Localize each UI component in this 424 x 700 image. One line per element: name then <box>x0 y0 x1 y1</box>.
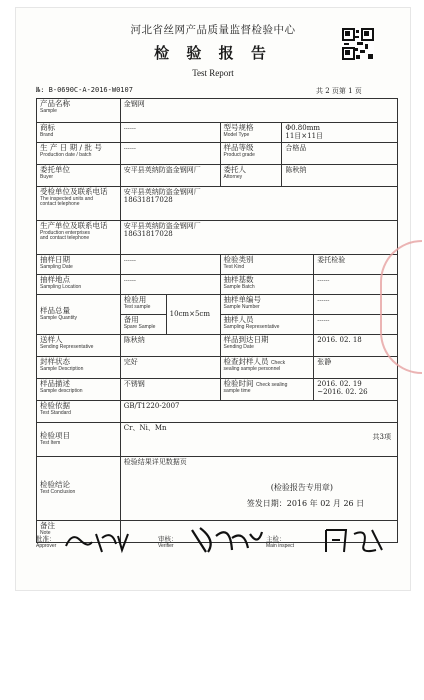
test-standard-value: GB/T1220-2007 <box>120 401 397 423</box>
test-time-value: 2016. 02. 19 ~2016. 02. 26 <box>314 379 398 401</box>
sample-batch-label: 抽样基数 Sample Batch <box>220 275 314 295</box>
sampling-rep-label: 抽样人员 Sampling Representative <box>220 315 314 335</box>
sending-rep-value: 陈秋纳 <box>120 335 220 357</box>
sampling-date-value: ------ <box>120 255 220 275</box>
page-counter: 共 2 页第 1 页 <box>316 87 362 95</box>
model-value: Φ0.80mm 11目×11目 <box>282 123 398 143</box>
approver-signature <box>62 526 132 556</box>
production-unit-label: 生产单位及联系电话 Production enterprises and contact telephone <box>37 221 121 255</box>
product-name-label: 产品名称 Sample <box>37 99 121 123</box>
test-item-count: 共3项 <box>372 433 391 441</box>
test-kind-value: 委托检验 <box>314 255 398 275</box>
approver-label: 批准： Approver <box>36 535 57 549</box>
report-subtitle: Test Report <box>192 68 234 78</box>
inspected-unit-label: 受检单位及联系电话 The inspected units and contact telephone <box>37 187 121 221</box>
grade-label: 样品等级 Product grade <box>220 143 282 165</box>
red-seal-stamp <box>380 240 422 374</box>
sealer-label: 检查封样人员 Check sealing sample personnel <box>220 357 314 379</box>
inspected-unit-value: 安平县英纳防盗金钢网厂 18631817028 <box>120 187 397 221</box>
remarks-label: 备注 Note <box>37 521 121 543</box>
sample-number-value: ------ <box>314 295 398 315</box>
test-item-value: Cr、Ni、Mn 共3项 <box>120 423 397 457</box>
qr-code-icon <box>342 28 374 60</box>
sample-desc-value: 不锈钢 <box>120 379 220 401</box>
sampling-date-label: 抽样日期 Sampling Date <box>37 255 121 275</box>
brand-value: ------ <box>120 123 220 143</box>
test-time-label: 检验时间 Check sealing sample time <box>220 379 314 401</box>
test-sample-value: 10cm×5cm <box>166 295 220 335</box>
brand-label: 商标 Brand <box>37 123 121 143</box>
sampling-rep-value: ------ <box>314 315 398 335</box>
attorney-label: 委托人 Attorney <box>220 165 282 187</box>
buyer-label: 委托单位 Buyer <box>37 165 121 187</box>
report-seal-text: (检验报告专用章) <box>270 483 333 492</box>
seal-status-label: 封样状态 Sample Description <box>37 357 121 379</box>
verifier-label: 审核： Verifier <box>158 535 178 549</box>
attorney-value: 陈秋纳 <box>282 165 398 187</box>
report-page <box>16 8 410 590</box>
sending-date-value: 2016. 02. 18 <box>314 335 398 357</box>
issue-date: 签发日期：2016 年 02 月 26 日 <box>246 499 365 508</box>
test-kind-label: 检验类别 Test Kind <box>220 255 314 275</box>
sending-rep-label: 送样人 Sending Representative <box>37 335 121 357</box>
signature-row <box>36 532 398 556</box>
conclusion-label: 检验结论 Test Conclusion <box>37 457 121 521</box>
verifier-signature <box>186 522 266 558</box>
production-date-label: 生 产 日 期 / 批 号 Production date / batch <box>37 143 121 165</box>
model-label: 型号规格 Model Type <box>220 123 282 143</box>
sampling-location-value: ------ <box>120 275 220 295</box>
test-standard-label: 检验依据 Test Standard <box>37 401 121 423</box>
sample-quantity-label: 样品总量 Sample Quantity <box>37 295 121 335</box>
sample-number-label: 抽样单编号 Sample Number <box>220 295 314 315</box>
sending-date-label: 样品到达日期 Sending Date <box>220 335 314 357</box>
report-number: №: B-0690C-A-2016-W0107 <box>36 86 133 94</box>
grade-value: 合格品 <box>282 143 398 165</box>
report-title: 检 验 报 告 <box>154 44 272 62</box>
test-sample-label: 检验用 Test sample <box>120 295 166 315</box>
issuing-organization: 河北省丝网产品质量监督检验中心 <box>130 24 296 36</box>
product-name-value: 金钢网 <box>120 99 397 123</box>
production-date-value: ------ <box>120 143 220 165</box>
sample-desc-label: 样品描述 Sample description <box>37 379 121 401</box>
buyer-value: 安平县英纳防盗金钢网厂 <box>120 165 220 187</box>
inspector-label: 主检： Main inspect <box>266 535 295 549</box>
sample-batch-value: ------ <box>314 275 398 295</box>
sealer-value: 张静 <box>314 357 398 379</box>
spare-sample-label: 备用 Spare Sample <box>120 315 166 335</box>
test-item-label: 检验项目 Test Item <box>37 423 121 457</box>
sampling-location-label: 抽样地点 Sampling Location <box>37 275 121 295</box>
seal-status-value: 完好 <box>120 357 220 379</box>
inspector-signature <box>320 524 390 556</box>
report-table <box>36 98 398 543</box>
production-unit-value: 安平县英纳防盗金钢网厂 18631817028 <box>120 221 397 255</box>
conclusion-value: 检验结果详见数据页 (检验报告专用章) 签发日期：2016 年 02 月 26 日 <box>120 457 397 521</box>
